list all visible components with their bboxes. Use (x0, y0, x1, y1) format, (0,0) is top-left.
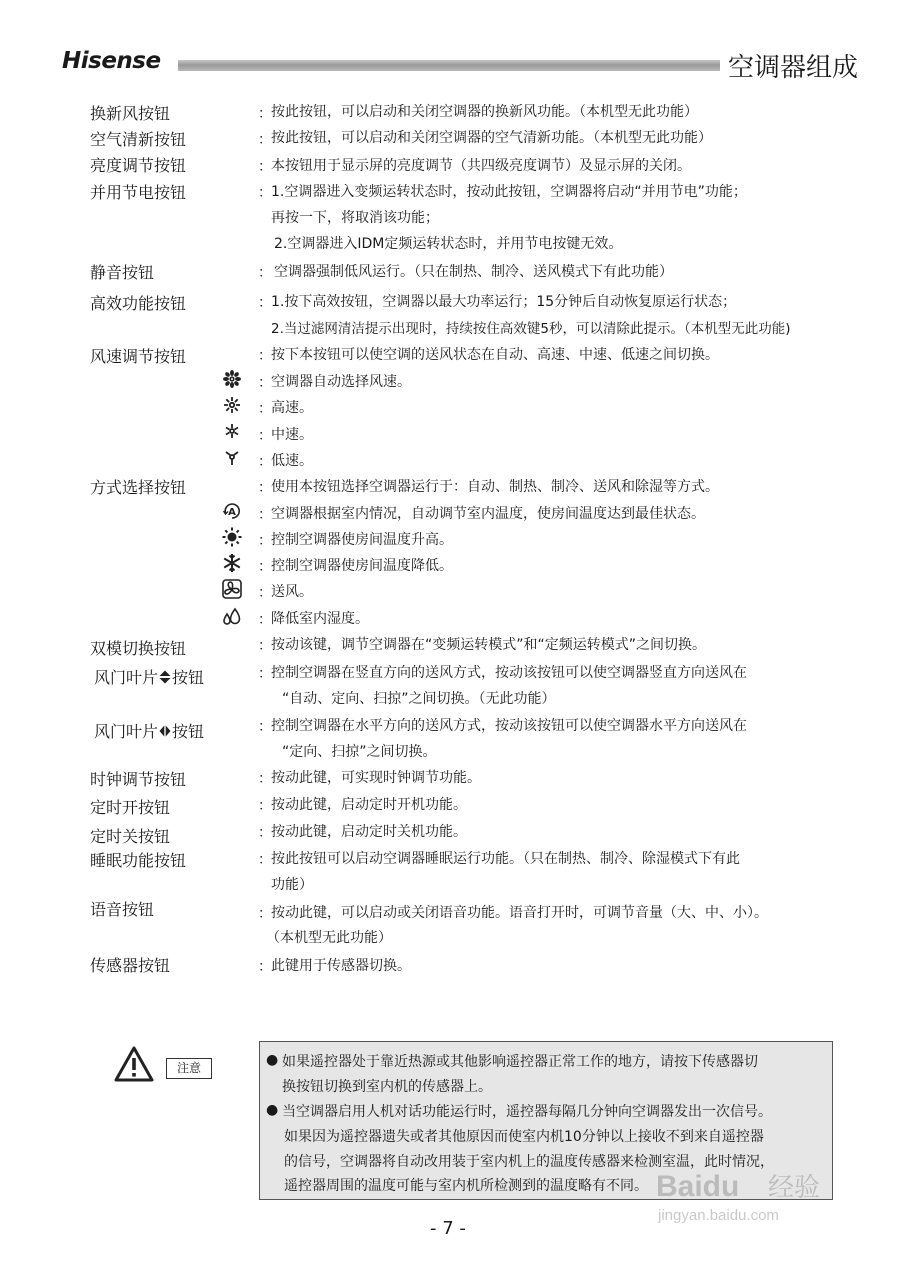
item-colon: ： (258, 533, 272, 549)
sun-icon (222, 527, 242, 547)
item-desc: 按动此键，启动定时开机功能。 (271, 797, 467, 813)
item-label: 换新风按钮 (90, 104, 171, 123)
page-title: 空调器组成 (728, 53, 859, 83)
note-line: 遥控器周围的温度可能与室内机所检测到的温度略有不同。 (284, 1178, 648, 1194)
item-desc: 本按钮用于显示屏的亮度调节（共四级亮度调节）及显示屏的关闭。 (271, 158, 691, 174)
note-bullet: ● (266, 1102, 279, 1118)
item-desc: （本机型无此功能） (266, 930, 392, 946)
mode-desc: 控制空调器使房间温度升高。 (271, 532, 453, 548)
item-colon: ： (258, 638, 272, 654)
note-line: 如果因为遥控器遗失或者其他原因而使室内机10分钟以上接收不到来自遥控器 (284, 1129, 764, 1145)
item-label: 睡眠功能按钮 (90, 851, 187, 870)
item-desc: 使用本按钮选择空调器运行于：自动、制热、制冷、送风和除湿等方式。 (271, 479, 719, 495)
item-label: 定时关按钮 (90, 827, 171, 846)
item-colon: ： (258, 185, 272, 201)
fan-low-icon (222, 447, 242, 467)
item-colon: ： (258, 375, 272, 391)
hisense-logo: Hisense (62, 48, 161, 74)
item-desc: 2.当过滤网清洁提示出现时，持续按住高效键5秒，可以清除此提示。（本机型无此功能) (271, 321, 791, 337)
item-desc: 按动此键，启动定时关机功能。 (271, 824, 467, 840)
item-desc: 此键用于传感器切换。 (271, 958, 411, 974)
note-line: 如果遥控器处于靠近热源或其他影响遥控器正常工作的地方，请按下传感器切 (282, 1054, 758, 1070)
fan-speed-desc: 低速。 (271, 453, 313, 469)
item-label: 语音按钮 (90, 900, 155, 919)
item-label: 时钟调节按钮 (90, 770, 187, 789)
item-label: 定时开按钮 (90, 798, 171, 817)
item-label: 双模切换按钮 (90, 639, 187, 658)
item-colon: ： (258, 825, 272, 841)
item-label: 风门叶片 (94, 668, 159, 687)
fan-speed-desc: 中速。 (271, 427, 313, 443)
item-colon: ： (258, 585, 272, 601)
mode-desc: 空调器根据室内情况，自动调节室内温度，使房间温度达到最佳状态。 (271, 506, 705, 522)
droplet-icon (222, 606, 242, 626)
item-label: 亮度调节按钮 (90, 156, 187, 175)
header-divider-bar (178, 60, 720, 71)
fan-speed-desc: 空调器自动选择风速。 (271, 374, 411, 390)
item-colon: ： (258, 559, 272, 575)
snowflake-icon (222, 553, 242, 573)
item-label: 静音按钮 (90, 263, 155, 282)
item-colon: ： (258, 454, 272, 470)
note-line: 换按钮切换到室内机的传感器上。 (282, 1079, 492, 1095)
mode-desc: 送风。 (271, 584, 313, 600)
item-desc: 按动此键，可实现时钟调节功能。 (271, 770, 481, 786)
baidu-watermark (656, 1166, 866, 1226)
item-desc: 2.空调器进入IDM定频运转状态时，并用节电按键无效。 (274, 236, 623, 252)
item-colon: ： (258, 348, 272, 364)
item-colon: ： (258, 666, 272, 682)
item-label: 风门叶片 (94, 722, 159, 741)
warning-triangle-icon (114, 1046, 154, 1082)
item-desc: 控制空调器在水平方向的送风方式，按动该按钮可以使空调器水平方向送风在 (271, 718, 747, 734)
item-label: 空气清新按钮 (90, 130, 187, 149)
note-line: 当空调器启用人机对话功能运行时，遥控器每隔几分钟向空调器发出一次信号。 (282, 1104, 772, 1120)
item-colon: ： (258, 132, 272, 148)
fan-high-icon (222, 395, 242, 415)
item-label: 传感器按钮 (90, 956, 171, 975)
item-desc: 按动此键，可以启动或关闭语音功能。语音打开时，可调节音量（大、中、小）。 (271, 905, 768, 921)
note-bullet: ● (266, 1052, 279, 1068)
item-colon: ： (258, 295, 272, 311)
item-desc: 1.按下高效按钮，空调器以最大功率运行；15分钟后自动恢复原运行状态； (271, 294, 737, 310)
item-colon: ： (258, 428, 272, 444)
watermark-url: jingyan.baidu.com (658, 1207, 779, 1224)
item-colon: ： (258, 771, 272, 787)
item-colon: ： (258, 719, 272, 735)
item-label: 风速调节按钮 (90, 347, 187, 366)
fan-medium-icon (222, 421, 242, 441)
page-number: - 7 - (430, 1218, 466, 1239)
item-desc: 按此按钮可以启动空调器睡眠运行功能。（只在制热、制冷、除湿模式下有此 (271, 851, 740, 867)
item-colon: ： (258, 480, 272, 496)
svg-text:A: A (228, 507, 236, 518)
item-desc: 控制空调器在竖直方向的送风方式，按动该按钮可以使空调器竖直方向送风在 (271, 665, 747, 681)
item-colon: ： (258, 106, 272, 122)
item-label: 高效功能按钮 (90, 294, 187, 313)
watermark-brand: Baidu (656, 1170, 740, 1203)
up-down-arrow-icon (159, 670, 171, 684)
item-label: 按钮 (172, 668, 205, 687)
item-desc: “定向、扫掠”之间切换。 (282, 744, 437, 760)
item-desc: “自动、定向、扫掠”之间切换。（无此功能） (282, 691, 556, 707)
item-desc: 按下本按钮可以使空调的送风状态在自动、高速、中速、低速之间切换。 (271, 347, 719, 363)
fan-auto-icon (222, 369, 242, 389)
item-colon: ： (258, 852, 272, 868)
item-colon: ： (258, 612, 272, 628)
watermark-sub: 经验 (768, 1173, 821, 1203)
fan-speed-desc: 高速。 (271, 400, 313, 416)
item-desc: 1.空调器进入变频运转状态时，按动此按钮，空调器将启动“并用节电”功能； (271, 184, 747, 200)
item-label: 方式选择按钮 (90, 478, 187, 497)
mode-desc: 控制空调器使房间温度降低。 (271, 558, 453, 574)
item-colon: ： (258, 959, 272, 975)
item-colon: ： (258, 159, 272, 175)
item-desc: 按此按钮，可以启动和关闭空调器的空气清新功能。（本机型无此功能） (271, 130, 712, 146)
note-tag: 注意 (166, 1058, 212, 1079)
item-desc: 按此按钮，可以启动和关闭空调器的换新风功能。（本机型无此功能） (271, 104, 698, 120)
vane-vertical-label (94, 665, 204, 688)
item-colon: ： (258, 798, 272, 814)
item-desc: 功能） (271, 877, 313, 893)
left-right-arrow-icon (159, 724, 171, 738)
item-desc: 按动该键，调节空调器在“变频运转模式”和“定频运转模式”之间切换。 (271, 637, 707, 653)
note-line: 的信号，空调器将自动改用装于室内机上的温度传感器来检测室温，此时情况， (284, 1154, 774, 1170)
item-colon: ： (258, 401, 272, 417)
mode-desc: 降低室内湿度。 (271, 611, 369, 627)
auto-mode-icon (222, 501, 242, 521)
item-desc: 再按一下，将取消该功能； (271, 210, 439, 226)
item-colon: ： (258, 906, 272, 922)
fan-icon (222, 579, 242, 599)
item-desc: 空调器强制低风运行。（只在制热、制冷、送风模式下有此功能） (274, 264, 673, 280)
vane-horizontal-label (94, 719, 204, 742)
item-label: 按钮 (172, 722, 205, 741)
item-label: 并用节电按钮 (90, 183, 187, 202)
item-colon: ： (258, 507, 272, 523)
item-colon: ： (258, 265, 272, 281)
